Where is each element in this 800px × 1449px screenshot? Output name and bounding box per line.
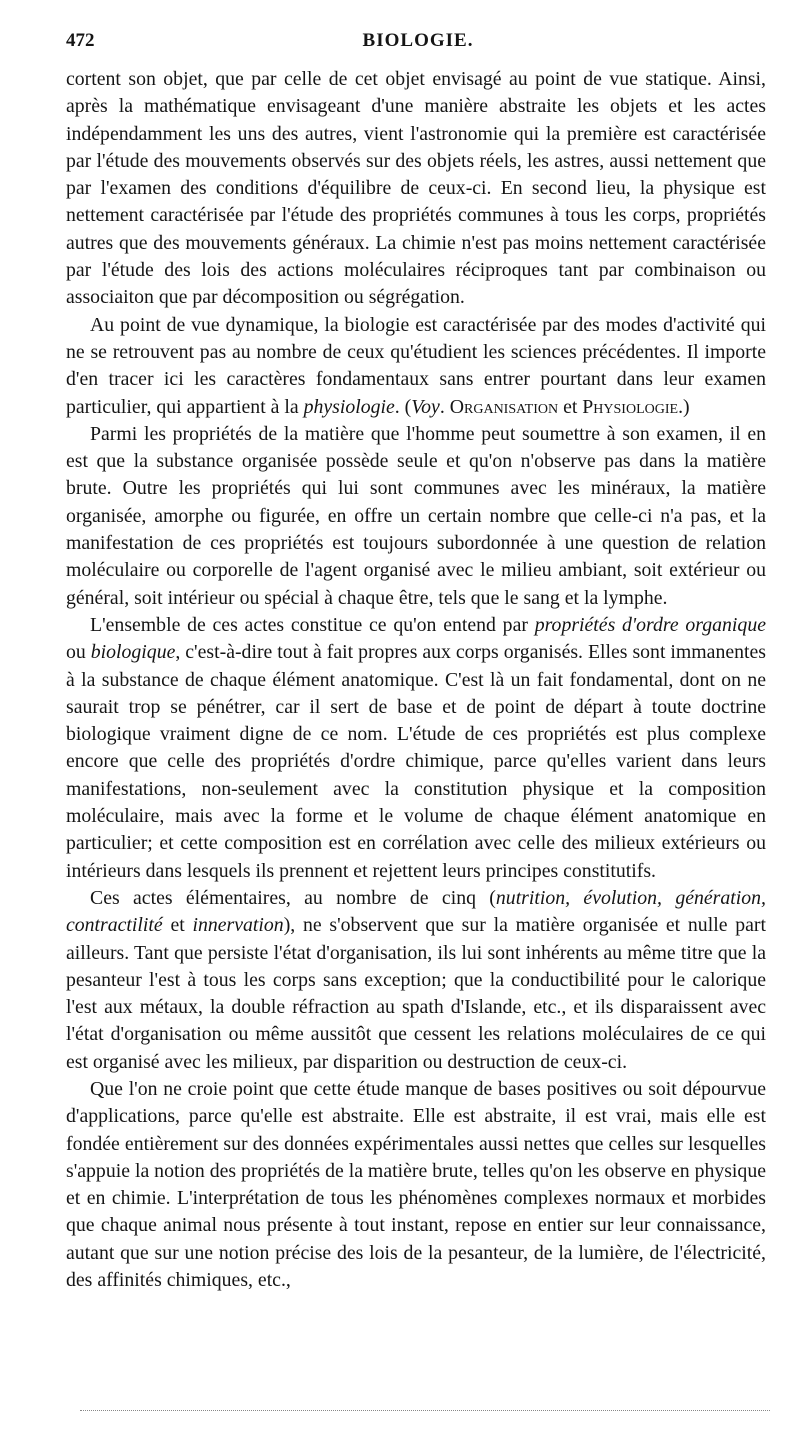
paragraph <box>66 612 766 885</box>
italic-text: physiologie <box>303 395 395 418</box>
italic-text: propriétés d'ordre organique <box>534 613 766 636</box>
page-number: 472 <box>66 30 95 51</box>
text-segment: . <box>439 395 450 418</box>
italic-text: nutrition, évolution, génération, contractilité <box>66 886 766 937</box>
text-segment: ou <box>66 641 91 664</box>
bottom-dotted-rule <box>80 1410 770 1411</box>
body-text <box>66 66 766 1294</box>
text-segment: et <box>558 395 583 418</box>
page-header <box>66 30 770 54</box>
running-title: BIOLOGIE. <box>362 30 474 51</box>
paragraph <box>66 1076 766 1294</box>
italic-text: innervation <box>192 914 284 937</box>
text-segment: . ( <box>394 395 412 418</box>
paragraph <box>66 885 766 1076</box>
text-segment: Que l'on ne croie point que cette étude manque de bases positives ou soit dépourvue d'applications, parce qu'elle est abstraite. Elle est abstraite, il est vrai, mais elle est fondée entièrement sur des données expérimentales aussi nettes que celles sur lesquelles s'appuie la notion des propriétés de la matière brute, telles qu'on les observe en physique et en chimie. L'interprétation de tous les phénomènes complexes normaux et morbides que chaque animal nous présente à tout instant, repose en entier sur leur connaissance, autant que sur une notion précise des lois de la pesanteur, de la lumière, de l'électricité, des affinités chimiques, etc., <box>66 1077 766 1292</box>
text-segment: cortent son objet, que par celle de cet objet envisagé au point de vue statique. Ainsi, après la mathématique envisageant d'une manière abstraite les objets et les actes indépendamment les uns des autres, vient l'astronomie qui la première est caractérisée par l'étude des mouvements observés sur des objets réels, les astres, aussi nettement que par l'examen des conditions d'équilibre de ceux-ci. En second lieu, la physique est nettement caractérisée par l'étude des propriétés communes à tous les corps, propriétés autres que des mouvements généraux. La chimie n'est pas moins nettement caractérisée par l'étude des lois des actions moléculaires réciproques tant par combinaison ou associaiton que par décomposition ou ségrégation. <box>66 68 766 309</box>
italic-text: Voy <box>411 395 440 418</box>
text-segment: Au point de vue dynamique, la biologie est caractérisée par des modes d'activité qui ne se retrouvent pas au nombre de ceux qu'étudient les sciences précédentes. Il importe d'en tracer ici les caractères fondamentaux sans entrer pourtant dans leur examen particulier, qui appartient à la <box>66 313 766 418</box>
small-caps-text: Organisation <box>449 395 559 418</box>
paragraph <box>66 312 766 421</box>
small-caps-text: Physiologie <box>582 395 679 418</box>
italic-text: biologique <box>90 641 176 664</box>
text-segment: , c'est-à-dire tout à fait propres aux corps organisés. Elles sont immanentes à la substance de chaque élément anatomique. C'est là un fait fondamental, dont on ne saurait trop se pénétrer, car il sert de base et de point de départ à toute doctrine biologique vraiment digne de ce nom. L'étude de ces propriétés est plus complexe encore que celle des propriétés d'ordre chimique, parce qu'elles varient dans leurs manifestations, non-seulement avec la constitution physique et la composition moléculaire, mais avec la forme et le volume de chaque élément anatomique en particulier; et cette composition est en corrélation avec celle des milieux extérieurs ou intérieurs dans lesquels ils prennent et rejettent leurs principes constitutifs. <box>66 641 766 882</box>
text-segment: Parmi les propriétés de la matière que l'homme peut soumettre à son examen, il en est que la substance organisée possède seule et qu'on n'observe pas dans la matière brute. Outre les propriétés qui lui sont communes avec les minéraux, la matière organisée, amorphe ou figurée, en offre un certain nombre que celle-ci n'a pas, et la manifestation de ces propriétés est toujours subordonnée à une question de relation moléculaire ou corporelle de l'agent organisé avec le milieu ambiant, soit extérieur ou général, soit intérieur ou spécial à chaque être, tels que le sang et la lymphe. <box>66 422 766 609</box>
paragraph <box>66 421 766 612</box>
paragraph <box>66 66 766 312</box>
text-segment: Ces actes élémentaires, au nombre de cinq ( <box>90 886 496 909</box>
text-segment: .) <box>678 395 690 418</box>
text-segment: L'ensemble de ces actes constitue ce qu'on entend par <box>90 613 535 636</box>
text-segment: et <box>162 914 193 937</box>
text-segment: ), ne s'observent que sur la matière organisée et nulle part ailleurs. Tant que persiste l'état d'organisation, ils lui sont inhérents au même titre que la pesanteur l'est à tous les corps sans exception; que la conductibilité pour le calorique l'est aux métaux, la double réfraction au spath d'Islande, etc., et ils disparaissent avec l'état d'organisation ou même aussitôt que cessent les relations moléculaires de ce qui est organisé avec les milieux, par disparition ou destruction de ceux-ci. <box>66 914 766 1073</box>
